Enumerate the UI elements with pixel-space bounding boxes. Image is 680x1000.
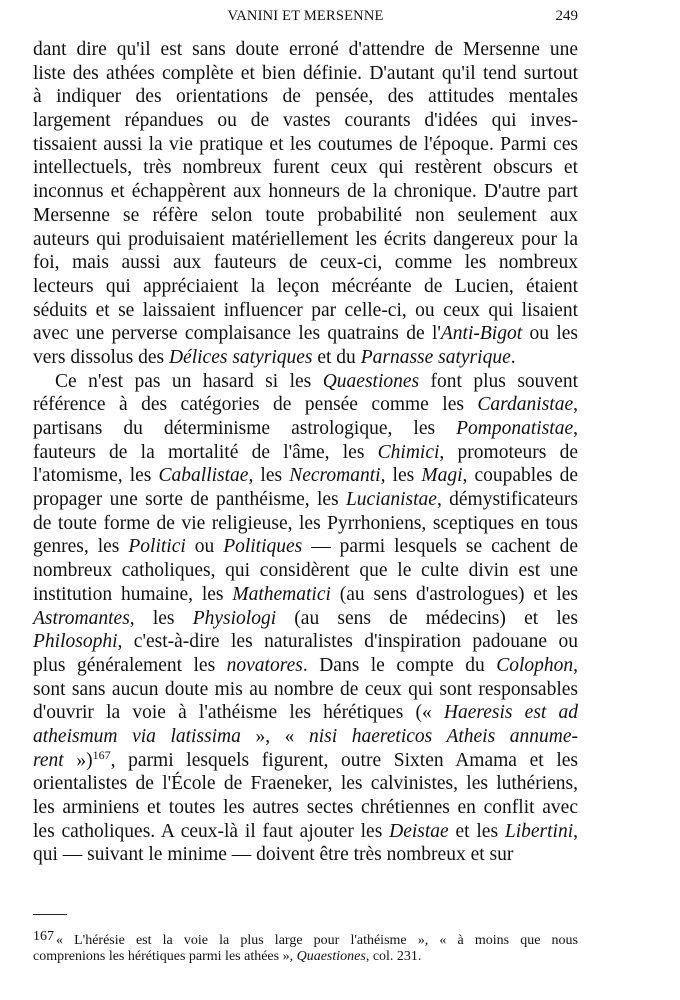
text-run: , [573,820,578,842]
text-run: , col. 231. [365,949,422,964]
text-line [33,701,578,725]
text-line [33,180,578,204]
text-run: institution humaine, les [33,583,233,605]
body-text [33,38,578,867]
text-run: , les [248,465,290,487]
text-line [33,796,578,820]
text-run: l'atomisme, les [33,465,159,487]
text-run: sont sans aucun doute mis au nombre de ceux qui sont responsables [33,678,578,700]
text-line [33,346,578,370]
text-line [33,393,578,417]
text-run: liste des athées complète et bien définie. D'autant qu'il tend surtout [33,62,578,84]
text-run: fauteurs de la mortalité de l'âme, les [33,441,378,463]
text-run: genres, les [33,536,129,558]
text-run: avec une perverse complaisance les quatrains de l' [33,323,441,345]
text-line [33,299,578,323]
text-run: orientalistes de l'École de Fraeneker, les calvinistes, les luthériens, [33,773,578,795]
italic-text: rent [33,749,64,771]
text-line [33,749,578,773]
text-run: plus généralement les [33,654,227,676]
text-run: , parmi lesquels figurent, outre Sixten Amama et les [110,749,579,771]
italic-text: nisi haereticos Atheis annume- [308,725,578,747]
text-run: inconnus et échappèrent aux honneurs de la chronique. D'autre part [33,181,578,203]
text-line [33,583,578,607]
text-run: les catholiques. A ceux-là il faut ajouter les [33,820,390,842]
text-line [33,370,578,394]
text-run: tissaient aussi la vie pratique et les coutumes de l'époque. Parmi ces [33,133,578,155]
text-line [33,535,578,559]
text-run: — parmi lesquels se cachent de [302,536,579,558]
footnote-line [33,927,578,947]
text-run: Mersenne se réfère selon toute probabilité non seulement aux [33,204,578,226]
italic-text: Parnasse satyrique [360,346,511,368]
text-line [33,630,578,654]
text-run: et les [448,820,505,842]
italic-text: Quaestiones [296,949,366,964]
text-run: , les [380,465,422,487]
text-run: de toute forme de vie religieuse, les Pyrrhoniens, sceptiques en tous [33,512,578,534]
italic-text: Lucianistae [345,489,437,511]
text-line [33,133,578,157]
italic-text: Philosophi [33,631,118,653]
text-run: (au sens d'astrologues) et les [330,583,578,605]
italic-text: Mathematici [232,583,331,605]
italic-text: Quaestiones [322,370,420,392]
italic-text: Deistae [389,820,449,842]
text-line [33,38,578,62]
italic-text: Délices satyriques [168,346,313,368]
text-run: largement répandues ou de vastes courants d'idées qui inves- [33,110,578,132]
text-line [33,488,578,512]
italic-text: Astromantes [33,607,130,629]
text-run: . [510,346,516,368]
italic-text: Pomponatistae [456,418,574,439]
text-run: comprenions les hérétiques parmi les athées », [33,949,297,964]
text-run: . Dans le compte du [302,654,497,676]
text-line [33,464,578,488]
text-line [33,843,578,867]
text-line [33,772,578,796]
italic-text: Libertini [504,820,574,842]
italic-text: Anti-Bigot [440,323,523,345]
text-run: dant dire qu'il est sans doute erroné d'attendre de Mersenne une [33,39,578,60]
text-line [33,417,578,441]
text-run: », « [240,725,309,747]
italic-text: Necromanti [289,465,381,487]
text-run: référence à des catégories de pensée comme les [33,394,478,416]
text-line [33,62,578,86]
text-run: lecteurs qui appréciaient la leçon mécréante de Lucien, étaient [33,275,578,297]
text-line [33,85,578,109]
running-title: VANINI ET MERSENNE [227,8,384,24]
italic-text: Magi [421,465,463,487]
text-run: font plus souvent [419,370,578,392]
text-line [33,512,578,536]
text-run: , [573,418,578,439]
text-line [33,607,578,631]
text-line [33,654,578,678]
italic-text: Physiologi [192,607,277,629]
text-run: , promoteurs de [439,441,578,463]
text-run: vers dissolus des [33,346,169,368]
text-run: , les [129,607,193,629]
text-run: ») [63,749,93,771]
text-line [33,725,578,749]
text-run: , coupables de [462,465,578,487]
text-run: nombreux catholiques, qui considèrent que le culte divin est une [33,560,578,582]
text-run: à indiquer des orientations de pensée, des attitudes mentales [33,86,578,108]
text-run: , [573,394,578,416]
text-line [33,275,578,299]
text-run: propager une sorte de panthéisme, les [33,489,346,511]
italic-text: Haeresis est ad [443,702,579,724]
italic-text: atheismum via latissima [33,725,241,747]
italic-text: Politici [128,536,186,558]
text-line [33,559,578,583]
text-run: qui — suivant le minime — doivent être très nombreux et sur [33,844,514,866]
text-run: , [573,654,578,676]
italic-text: Caballistae [158,465,249,487]
text-line [33,156,578,180]
footnote [33,927,578,967]
text-run: et du [312,346,361,368]
text-run: , c'est-à-dire les naturalistes d'inspiration padouane ou [117,631,578,653]
italic-text: Colophon [496,654,574,676]
text-run: auteurs qui produisaient matériellement les écrits dangereux pour la [33,228,578,250]
text-line [33,322,578,346]
italic-text: Chimici [377,441,440,463]
text-line [33,109,578,133]
text-run: partisans du déterminisme astrologique, les [33,418,457,439]
text-run: ou les [522,323,578,345]
text-run: ou [185,536,224,558]
text-line [33,251,578,275]
text-line [33,441,578,465]
text-run: foi, mais aussi aux fauteurs de ceux-ci, comme les nombreux [33,252,578,274]
text-run: séduits et se laissaient influencer par celle-ci, ou ceux qui lisaient [33,299,578,321]
page-number: 249 [555,8,578,24]
italic-text: Politiques [223,536,303,558]
text-run: (au sens de médecins) et les [276,607,578,629]
text-line [33,678,578,702]
text-run: les arminiens et toutes les autres sectes chrétiennes en conflit avec [33,797,578,818]
text-line [33,228,578,252]
text-run: , démystificateurs [436,489,579,511]
text-line [33,204,578,228]
text-run: d'ouvrir la voie à l'athéisme les hérétiques (« [33,702,444,724]
text-line [33,820,578,844]
italic-text: Cardanistae [477,394,574,416]
footnote-separator [33,914,67,915]
footnote-number: 167 [33,929,54,944]
text-run: intellectuels, très nombreux furent ceux qui restèrent obscurs et [33,157,578,179]
footnote-line [33,947,578,967]
text-run: Ce n'est pas un hasard si les [55,370,323,392]
text-run: « L'hérésie est la voie la plus large pour l'athéisme », « à moins que nous [56,933,578,948]
footnote-reference: 167 [92,747,111,762]
italic-text: novatores [226,654,303,676]
page-header [33,8,578,30]
